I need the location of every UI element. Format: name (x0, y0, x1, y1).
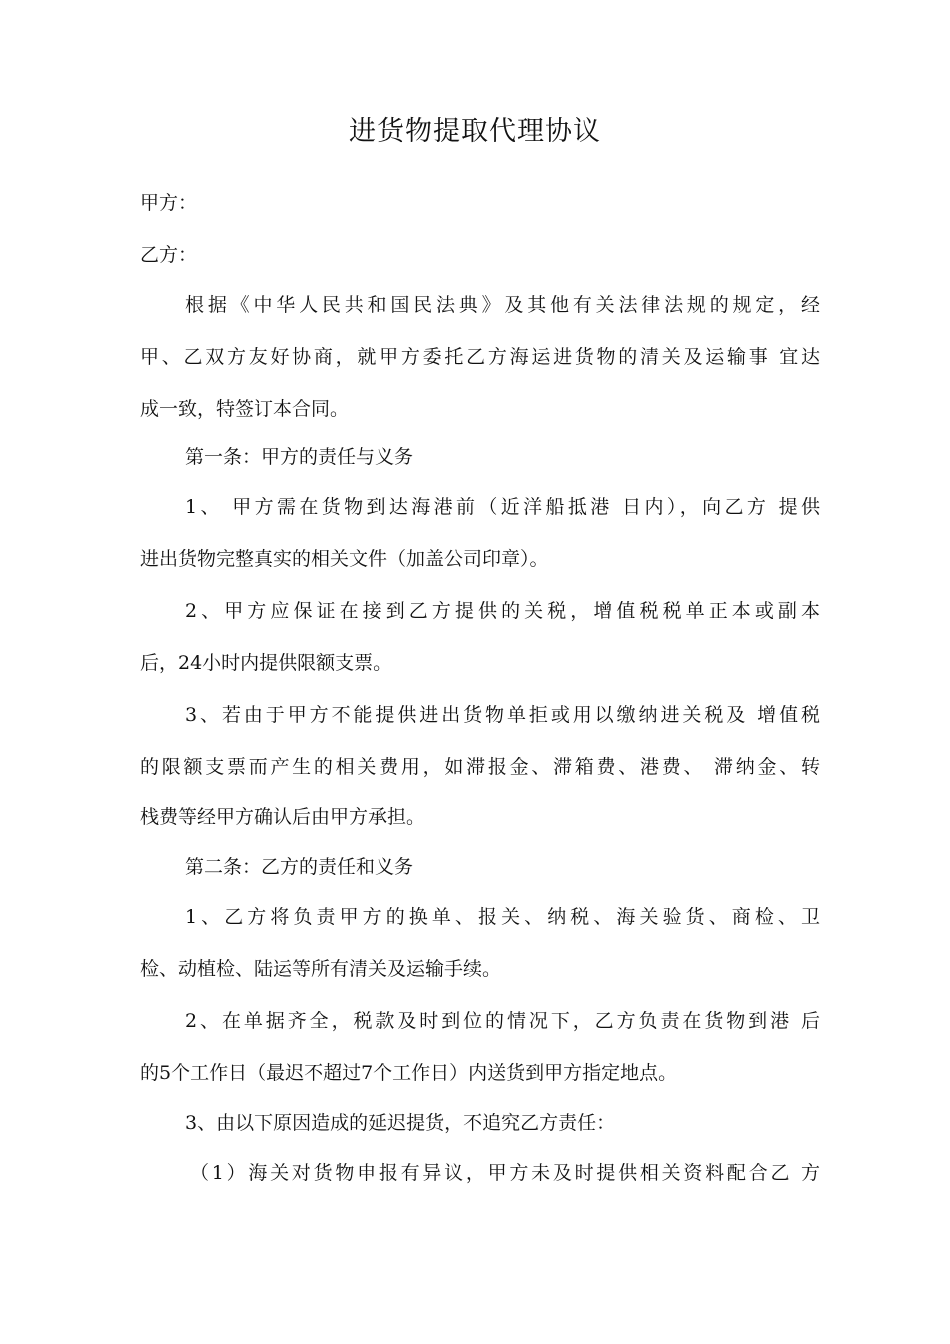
article-2-clause-3-item-1: （1）海关对货物申报有异议，甲方未及时提供相关资料配合乙 方 (190, 1162, 820, 1184)
article-2-clause-1-line-1: 1、乙方将负责甲方的换单、报关、纳税、海关验货、商检、卫 (185, 906, 820, 928)
party-b-label: 乙方： (140, 244, 198, 266)
preamble-line-1: 根据《中华人民共和国民法典》及其他有关法律法规的规定，经 (185, 294, 820, 316)
article-2-clause-2-line-1: 2、在单据齐全，税款及时到位的情况下，乙方负责在货物到港 后 (185, 1010, 820, 1032)
preamble-line-2: 甲、乙双方友好协商，就甲方委托乙方海运进货物的清关及运输事 宜达 (140, 346, 820, 368)
party-a-label: 甲方： (140, 192, 198, 214)
article-1-clause-3-line-2: 的限额支票而产生的相关费用，如滞报金、滞箱费、港费、 滞纳金、转 (140, 756, 820, 778)
document-title: 进货物提取代理协议 (349, 116, 601, 147)
article-1-heading: 第一条：甲方的责任与义务 (185, 446, 414, 468)
article-1-clause-2-line-2: 后，24小时内提供限额支票。 (140, 652, 393, 674)
article-1-clause-2-line-1: 2、甲方应保证在接到乙方提供的关税，增值税税单正本或副本 (185, 600, 820, 622)
article-2-clause-2-line-2: 的5个工作日（最迟不超过7个工作日）内送货到甲方指定地点。 (140, 1062, 678, 1084)
article-2-clause-1-line-2: 检、动植检、陆运等所有清关及运输手续。 (140, 958, 502, 980)
article-1-clause-3-line-1: 3、若由于甲方不能提供进出货物单拒或用以缴纳进关税及 增值税 (185, 704, 820, 726)
article-2-clause-3-line-1: 3、由以下原因造成的延迟提货，不追究乙方责任： (185, 1112, 616, 1134)
article-1-clause-1-line-2: 进出货物完整真实的相关文件（加盖公司印章）。 (140, 548, 549, 570)
article-2-heading: 第二条：乙方的责任和义务 (185, 856, 414, 878)
article-1-clause-3-line-3: 栈费等经甲方确认后由甲方承担。 (140, 806, 426, 828)
preamble-line-3: 成一致，特签订本合同。 (140, 398, 350, 420)
article-1-clause-1-line-1: 1、 甲方需在货物到达海港前（近洋船抵港 日内），向乙方 提供 (185, 496, 820, 518)
